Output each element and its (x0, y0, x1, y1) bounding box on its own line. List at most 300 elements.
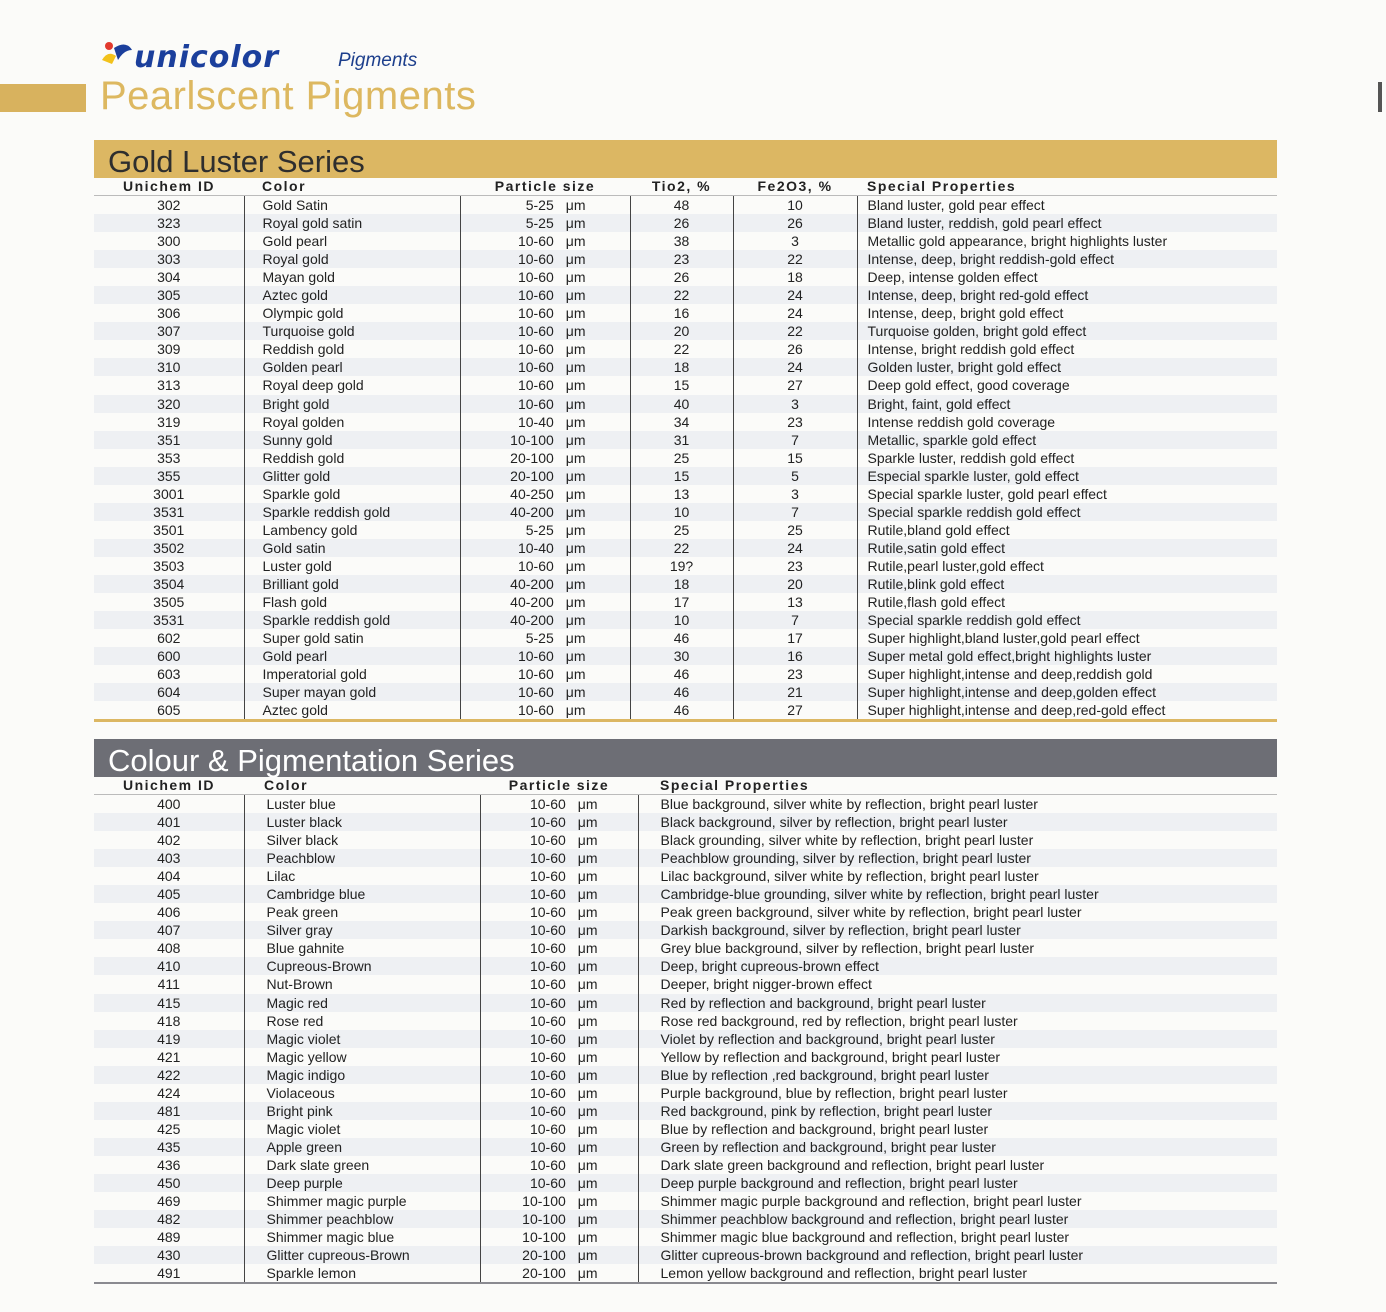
particle-size-value: 10-60 (529, 994, 566, 1011)
cell-particle-size (480, 831, 638, 849)
cell-special-properties: Cambridge-blue grounding, silver white by reflection, bright pearl luster (638, 885, 1277, 903)
cell-color: Lambency gold (244, 521, 460, 539)
particle-size-unit: μm (565, 503, 586, 520)
cell-particle-size (460, 665, 630, 683)
particle-size-unit: μm (565, 341, 586, 358)
cell-tio2: 26 (630, 214, 733, 232)
particle-size-unit: μm (565, 377, 586, 394)
table-row (94, 340, 1277, 358)
table-row (94, 1174, 1277, 1192)
cell-special-properties: Special sparkle reddish gold effect (857, 611, 1277, 629)
particle-size-unit: μm (565, 666, 586, 683)
table-row (94, 575, 1277, 593)
cell-unichem-id: 313 (94, 376, 244, 394)
edge-mark (1378, 82, 1382, 112)
particle-size-unit: μm (577, 832, 598, 849)
cell-tio2: 48 (630, 196, 733, 215)
cell-unichem-id: 482 (94, 1210, 244, 1228)
cell-color: Rose red (244, 1012, 480, 1030)
cell-unichem-id: 415 (94, 994, 244, 1012)
cell-particle-size (460, 503, 630, 521)
particle-size-value: 10-60 (517, 648, 554, 665)
particle-size-value: 20-100 (522, 1265, 566, 1282)
particle-size-value: 10-60 (529, 1066, 566, 1083)
table-row (94, 629, 1277, 647)
cell-tio2: 38 (630, 232, 733, 250)
particle-size-value: 10-60 (529, 1084, 566, 1101)
table-row (94, 304, 1277, 322)
cell-unichem-id: 3531 (94, 611, 244, 629)
cell-color: Shimmer peachblow (244, 1210, 480, 1228)
gold-header-id: Unichem ID (94, 178, 244, 196)
particle-size-value: 40-250 (510, 485, 554, 502)
particle-size-unit: μm (577, 1138, 598, 1155)
cell-unichem-id: 419 (94, 1030, 244, 1048)
cell-particle-size (460, 485, 630, 503)
cell-fe2o3: 26 (733, 340, 857, 358)
cell-unichem-id: 600 (94, 647, 244, 665)
cell-unichem-id: 355 (94, 467, 244, 485)
cell-unichem-id: 309 (94, 340, 244, 358)
particle-size-unit: μm (577, 976, 598, 993)
table-row (94, 701, 1277, 721)
cell-unichem-id: 320 (94, 395, 244, 413)
table-row (94, 1156, 1277, 1174)
table-row (94, 831, 1277, 849)
colour-header-color: Color (244, 777, 480, 795)
cell-special-properties: Rutile,pearl luster,gold effect (867, 557, 1044, 574)
table-row (94, 1012, 1277, 1030)
cell-special-properties: Deep gold effect, good coverage (867, 377, 1070, 394)
particle-size-unit: μm (577, 868, 598, 885)
particle-size-unit: μm (577, 1211, 598, 1228)
cell-particle-size (480, 867, 638, 885)
cell-special-properties: Deep purple background and reflection, bright pearl luster (638, 1174, 1277, 1192)
table-row (94, 196, 1277, 215)
table-row (94, 250, 1277, 268)
cell-color: Apple green (244, 1138, 480, 1156)
cell-color: Dark slate green (244, 1156, 480, 1174)
table-row (94, 1066, 1277, 1084)
cell-unichem-id: 353 (94, 449, 244, 467)
particle-size-value: 10-60 (529, 796, 566, 813)
cell-tio2: 19? (630, 557, 733, 575)
particle-size-unit: μm (565, 287, 586, 304)
particle-size-value: 20-100 (522, 1247, 566, 1264)
cell-particle-size (480, 885, 638, 903)
cell-color: Reddish gold (244, 340, 460, 358)
cell-fe2o3: 24 (733, 539, 857, 557)
particle-size-unit: μm (577, 904, 598, 921)
table-row (94, 1084, 1277, 1102)
gold-section-title: Gold Luster Series (108, 144, 365, 179)
cell-special-properties: Bright, faint, gold effect (857, 395, 1277, 413)
cell-tio2: 13 (630, 485, 733, 503)
particle-size-value: 10-60 (529, 1156, 566, 1173)
gold-section-header (94, 140, 1277, 178)
cell-fe2o3: 7 (733, 611, 857, 629)
cell-unichem-id: 300 (94, 232, 244, 250)
particle-size-unit: μm (565, 413, 586, 430)
cell-color: Royal gold satin (244, 214, 460, 232)
cell-special-properties: Peachblow grounding, silver by reflection, bright pearl luster (638, 849, 1277, 867)
cell-color: Magic red (244, 994, 480, 1012)
cell-unichem-id: 603 (94, 665, 244, 683)
particle-size-value: 10-40 (517, 539, 554, 556)
table-row (94, 431, 1277, 449)
table-row (94, 503, 1277, 521)
particle-size-value: 10-60 (529, 814, 566, 831)
colour-table-body (94, 795, 1277, 1284)
table-row (94, 232, 1277, 250)
cell-particle-size (480, 939, 638, 957)
cell-color: Turquoise gold (244, 322, 460, 340)
cell-unichem-id: 411 (94, 975, 244, 993)
cell-fe2o3: 7 (733, 503, 857, 521)
cell-tio2: 23 (630, 250, 733, 268)
cell-color: Glitter gold (244, 467, 460, 485)
cell-special-properties: Rose red background, red by reflection, bright pearl luster (660, 1012, 1018, 1029)
cell-special-properties: Deep, intense golden effect (867, 269, 1038, 286)
cell-tio2: 46 (630, 683, 733, 701)
cell-tio2: 18 (630, 575, 733, 593)
cell-particle-size (480, 1246, 638, 1264)
cell-particle-size (480, 921, 638, 939)
cell-particle-size (480, 1174, 638, 1192)
cell-tio2: 31 (630, 431, 733, 449)
particle-size-unit: μm (577, 940, 598, 957)
gold-header-color: Color (244, 178, 460, 196)
particle-size-value: 10-100 (522, 1211, 566, 1228)
colour-section-header (94, 739, 1277, 777)
cell-color: Magic indigo (244, 1066, 480, 1084)
cell-particle-size (460, 286, 630, 304)
particle-size-value: 10-60 (517, 269, 554, 286)
cell-special-properties: Rutile,bland gold effect (867, 521, 1010, 538)
cell-particle-size (460, 340, 630, 358)
cell-tio2: 22 (630, 539, 733, 557)
cell-particle-size (480, 1138, 638, 1156)
cell-tio2: 25 (630, 449, 733, 467)
cell-special-properties: Lilac background, silver white by reflection, bright pearl luster (660, 868, 1039, 885)
particle-size-value: 10-60 (529, 850, 566, 867)
gold-luster-section (94, 140, 1277, 722)
cell-color: Blue gahnite (244, 939, 480, 957)
particle-size-value: 10-60 (529, 1175, 566, 1191)
particle-size-unit: μm (577, 1120, 598, 1137)
cell-fe2o3: 22 (733, 322, 857, 340)
cell-special-properties: Red background, pink by reflection, bright pearl luster (638, 1102, 1277, 1120)
cell-tio2: 10 (630, 611, 733, 629)
particle-size-unit: μm (565, 251, 586, 268)
cell-special-properties: Super highlight,bland luster,gold pearl effect (867, 630, 1140, 647)
particle-size-value: 10-60 (529, 886, 566, 903)
particle-size-unit: μm (577, 814, 598, 831)
cell-particle-size (460, 611, 630, 629)
cell-unichem-id: 351 (94, 431, 244, 449)
cell-tio2: 25 (630, 521, 733, 539)
particle-size-unit: μm (565, 467, 586, 484)
cell-special-properties: Grey blue background, silver by reflection, bright pearl luster (660, 940, 1035, 957)
cell-color: Cupreous-Brown (244, 957, 480, 975)
cell-particle-size (460, 322, 630, 340)
brand-logo (100, 38, 520, 78)
cell-unichem-id: 410 (94, 957, 244, 975)
cell-color: Sparkle lemon (244, 1264, 480, 1283)
cell-color: Super gold satin (244, 629, 460, 647)
cell-tio2: 34 (630, 413, 733, 431)
particle-size-unit: μm (565, 359, 586, 376)
cell-color: Bright gold (244, 395, 460, 413)
cell-special-properties: Deep, bright cupreous-brown effect (638, 957, 1277, 975)
cell-special-properties: Metallic, sparkle gold effect (857, 431, 1277, 449)
cell-color: Olympic gold (244, 304, 460, 322)
cell-particle-size (480, 1192, 638, 1210)
table-row (94, 957, 1277, 975)
cell-color: Violaceous (244, 1084, 480, 1102)
cell-unichem-id: 306 (94, 304, 244, 322)
particle-size-value: 10-60 (529, 868, 566, 885)
cell-special-properties: Purple background, blue by reflection, bright pearl luster (660, 1084, 1008, 1101)
particle-size-value: 5-25 (525, 215, 554, 232)
table-row (94, 903, 1277, 921)
cell-particle-size (480, 1264, 638, 1283)
particle-size-value: 10-60 (517, 377, 554, 394)
particle-size-value: 10-60 (529, 1120, 566, 1137)
cell-fe2o3: 3 (733, 395, 857, 413)
cell-special-properties: Super highlight,intense and deep,red-gold effect (867, 702, 1166, 719)
table-row (94, 975, 1277, 993)
cell-special-properties: Super highlight,intense and deep,reddish gold (867, 666, 1153, 683)
cell-color: Gold satin (244, 539, 460, 557)
cell-unichem-id: 405 (94, 885, 244, 903)
table-row (94, 268, 1277, 286)
cell-particle-size (460, 395, 630, 413)
particle-size-value: 10-60 (529, 1102, 566, 1119)
cell-particle-size (480, 994, 638, 1012)
table-row (94, 593, 1277, 611)
cell-color: Aztec gold (244, 286, 460, 304)
cell-unichem-id: 435 (94, 1138, 244, 1156)
cell-special-properties: Green by reflection and background, bright pear luster (638, 1138, 1277, 1156)
particle-size-unit: μm (577, 1265, 598, 1282)
cell-special-properties: Darkish background, silver by reflection, bright pearl luster (638, 921, 1277, 939)
particle-size-unit: μm (577, 1084, 598, 1101)
cell-particle-size (480, 795, 638, 814)
cell-color: Nut-Brown (244, 975, 480, 993)
table-row (94, 1210, 1277, 1228)
cell-special-properties: Turquoise golden, bright gold effect (857, 322, 1277, 340)
particle-size-unit: μm (577, 1247, 598, 1264)
cell-special-properties: Intense, deep, bright gold effect (867, 305, 1064, 322)
cell-unichem-id: 430 (94, 1246, 244, 1264)
particle-size-unit: μm (565, 197, 586, 214)
particle-size-value: 10-60 (517, 684, 554, 701)
particle-size-value: 10-60 (517, 341, 554, 358)
cell-unichem-id: 3504 (94, 575, 244, 593)
cell-unichem-id: 319 (94, 413, 244, 431)
particle-size-unit: μm (577, 958, 598, 975)
table-row (94, 885, 1277, 903)
particle-size-unit: μm (565, 594, 586, 611)
cell-particle-size (460, 196, 630, 215)
cell-color: Sparkle reddish gold (244, 503, 460, 521)
particle-size-value: 10-100 (522, 1193, 566, 1210)
cell-special-properties: Especial sparkle luster, gold effect (857, 467, 1277, 485)
particle-size-value: 10-60 (517, 359, 554, 376)
cell-fe2o3: 25 (733, 521, 857, 539)
cell-unichem-id: 605 (94, 701, 244, 721)
cell-special-properties: Black background, silver by reflection, bright pearl luster (638, 813, 1277, 831)
cell-unichem-id: 604 (94, 683, 244, 701)
particle-size-unit: μm (565, 323, 586, 340)
cell-particle-size (460, 575, 630, 593)
cell-special-properties: Intense reddish gold coverage (867, 413, 1056, 430)
table-row (94, 557, 1277, 575)
cell-unichem-id: 307 (94, 322, 244, 340)
cell-special-properties: Special sparkle luster, gold pearl effect (867, 485, 1107, 502)
particle-size-value: 10-60 (517, 233, 554, 250)
cell-particle-size (460, 376, 630, 394)
cell-unichem-id: 436 (94, 1156, 244, 1174)
particle-size-value: 10-60 (529, 832, 566, 849)
cell-tio2: 10 (630, 503, 733, 521)
cell-special-properties: Sparkle luster, reddish gold effect (867, 449, 1075, 466)
table-row (94, 1138, 1277, 1156)
particle-size-unit: μm (577, 1229, 598, 1246)
cell-tio2: 46 (630, 629, 733, 647)
particle-size-value: 10-60 (517, 323, 554, 340)
particle-size-value: 10-60 (529, 1138, 566, 1155)
cell-special-properties: Yellow by reflection and background, bright pearl luster (660, 1048, 1001, 1065)
table-row (94, 813, 1277, 831)
cell-color: Sparkle reddish gold (244, 611, 460, 629)
cell-particle-size (480, 849, 638, 867)
particle-size-unit: μm (577, 1193, 598, 1210)
particle-size-value: 10-60 (517, 305, 554, 322)
colour-header-id: Unichem ID (94, 777, 244, 795)
particle-size-unit: μm (565, 684, 586, 701)
cell-particle-size (480, 1084, 638, 1102)
particle-size-unit: μm (577, 1102, 598, 1119)
particle-size-value: 10-60 (529, 958, 566, 975)
cell-tio2: 22 (630, 286, 733, 304)
cell-special-properties: Peak green background, silver white by reflection, bright pearl luster (660, 904, 1082, 921)
cell-color: Sparkle gold (244, 485, 460, 503)
particle-size-value: 10-60 (517, 666, 554, 683)
cell-color: Peak green (244, 903, 480, 921)
particle-size-value: 10-100 (510, 431, 554, 448)
particle-size-unit: μm (577, 1030, 598, 1047)
cell-particle-size (460, 467, 630, 485)
particle-size-value: 10-60 (529, 976, 566, 993)
particle-size-unit: μm (577, 1175, 598, 1191)
particle-size-value: 10-60 (517, 395, 554, 412)
cell-unichem-id: 469 (94, 1192, 244, 1210)
cell-color: Magic violet (244, 1120, 480, 1138)
table-row (94, 322, 1277, 340)
cell-special-properties: Blue by reflection ,red background, bright pearl luster (638, 1066, 1277, 1084)
cell-unichem-id: 3531 (94, 503, 244, 521)
cell-unichem-id: 303 (94, 250, 244, 268)
cell-fe2o3: 20 (733, 575, 857, 593)
particle-size-unit: μm (565, 233, 586, 250)
cell-fe2o3: 7 (733, 431, 857, 449)
cell-special-properties: Intense, deep, bright reddish-gold effect (857, 250, 1277, 268)
particle-size-value: 10-100 (522, 1229, 566, 1246)
particle-size-value: 40-200 (510, 612, 554, 629)
particle-size-value: 5-25 (525, 630, 554, 647)
particle-size-value: 10-60 (529, 1030, 566, 1047)
particle-size-value: 40-200 (510, 576, 554, 592)
cell-special-properties: Rutile,blink gold effect (857, 575, 1277, 593)
colour-header-particle-size: Particle size (480, 777, 638, 795)
particle-size-value: 10-60 (529, 940, 566, 957)
cell-color: Brilliant gold (244, 575, 460, 593)
table-row (94, 376, 1277, 394)
gold-header-tio2: Tio2, % (630, 178, 733, 196)
cell-particle-size (480, 1030, 638, 1048)
cell-color: Shimmer magic blue (244, 1228, 480, 1246)
cell-unichem-id: 418 (94, 1012, 244, 1030)
particle-size-unit: μm (565, 557, 586, 574)
cell-color: Gold pearl (244, 232, 460, 250)
cell-fe2o3: 26 (733, 214, 857, 232)
cell-color: Glitter cupreous-Brown (244, 1246, 480, 1264)
cell-particle-size (460, 250, 630, 268)
cell-particle-size (460, 214, 630, 232)
unicolor-logo-icon (100, 40, 134, 70)
cell-special-properties: Red by reflection and background, bright pearl luster (638, 994, 1277, 1012)
cell-tio2: 15 (630, 376, 733, 394)
particle-size-value: 10-60 (529, 1048, 566, 1065)
cell-special-properties: Metallic gold appearance, bright highlights luster (867, 233, 1168, 250)
cell-tio2: 16 (630, 304, 733, 322)
colour-header-properties: Special Properties (638, 777, 1277, 795)
particle-size-unit: μm (577, 1066, 598, 1083)
cell-special-properties: Super metal gold effect,bright highlights luster (857, 647, 1277, 665)
cell-color: Silver gray (244, 921, 480, 939)
cell-special-properties: Blue background, silver white by reflection, bright pearl luster (660, 796, 1038, 813)
particle-size-unit: μm (577, 1012, 598, 1029)
cell-fe2o3: 10 (733, 196, 857, 215)
particle-size-unit: μm (577, 922, 598, 939)
cell-color: Imperatorial gold (244, 665, 460, 683)
table-row (94, 521, 1277, 539)
accent-bar (0, 84, 86, 112)
cell-particle-size (480, 1120, 638, 1138)
cell-special-properties: Golden luster, bright gold effect (857, 358, 1277, 376)
cell-unichem-id: 424 (94, 1084, 244, 1102)
cell-special-properties: Shimmer magic purple background and reflection, bright pearl luster (660, 1193, 1082, 1210)
cell-particle-size (480, 1102, 638, 1120)
cell-particle-size (480, 957, 638, 975)
cell-fe2o3: 23 (733, 413, 857, 431)
cell-unichem-id: 401 (94, 813, 244, 831)
cell-special-properties: Shimmer magic blue background and reflection, bright pearl luster (660, 1229, 1070, 1246)
gold-header-particle-size: Particle size (460, 178, 630, 196)
cell-special-properties: Rutile,flash gold effect (867, 594, 1005, 611)
table-row (94, 449, 1277, 467)
cell-unichem-id: 425 (94, 1120, 244, 1138)
particle-size-unit: μm (565, 521, 586, 538)
cell-unichem-id: 304 (94, 268, 244, 286)
cell-particle-size (460, 557, 630, 575)
cell-particle-size (460, 431, 630, 449)
cell-fe2o3: 24 (733, 304, 857, 322)
cell-particle-size (460, 232, 630, 250)
gold-table-body (94, 196, 1277, 721)
